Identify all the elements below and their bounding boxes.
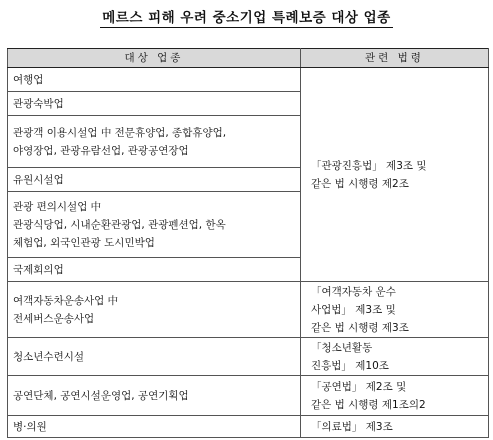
industry-cell bbox=[8, 258, 301, 282]
law-text: 「청소년활동 bbox=[311, 341, 373, 354]
industry-cell bbox=[8, 338, 301, 376]
industry-cell bbox=[8, 416, 301, 438]
header-industry: 대상 업종 bbox=[8, 49, 301, 68]
law-cell bbox=[301, 282, 489, 338]
law-text: 같은 법 시행령 제2조 bbox=[311, 177, 409, 190]
table-row bbox=[8, 376, 489, 416]
industry-text: 관광숙박업 bbox=[13, 97, 64, 110]
industry-text: 여행업 bbox=[13, 73, 44, 86]
industry-cell bbox=[8, 68, 301, 92]
law-cell bbox=[301, 338, 489, 376]
industry-text: 야영장업, 관광유람선업, 관광공연장업 bbox=[13, 144, 189, 157]
document-title-text: 메르스 피해 우려 중소기업 특례보증 대상 업종 bbox=[102, 10, 391, 26]
law-cell bbox=[301, 68, 489, 282]
industry-text: 국제회의업 bbox=[13, 263, 64, 276]
industry-cell bbox=[8, 116, 301, 168]
industry-text: 청소년수련시설 bbox=[13, 350, 85, 363]
law-text: 같은 법 시행령 제1조의2 bbox=[311, 398, 426, 411]
industry-cell bbox=[8, 282, 301, 338]
industry-cell bbox=[8, 376, 301, 416]
document-title bbox=[0, 6, 493, 26]
law-text: 「관광진흥법」 제3조 및 bbox=[311, 159, 427, 172]
industry-text: 관광객 이용시설업 中 전문휴양업, 종합휴양업, bbox=[13, 126, 227, 139]
industry-cell bbox=[8, 168, 301, 192]
industry-text: 공연단체, 공연시설운영업, 공연기획업 bbox=[13, 389, 189, 402]
law-text: 진흥법」 제10조 bbox=[311, 359, 389, 372]
industry-text: 전세버스운송사업 bbox=[13, 312, 95, 325]
table-row bbox=[8, 282, 489, 338]
table-row bbox=[8, 416, 489, 438]
industry-table bbox=[7, 48, 489, 438]
law-cell bbox=[301, 376, 489, 416]
header-law: 관련 법령 bbox=[301, 49, 489, 68]
industry-cell bbox=[8, 92, 301, 116]
table-row bbox=[8, 338, 489, 376]
industry-text: 체험업, 외국인관광 도시민박업 bbox=[13, 236, 155, 249]
law-text: 같은 법 시행령 제3조 bbox=[311, 321, 409, 334]
industry-text: 관광식당업, 시내순환관광업, 관광펜션업, 한옥 bbox=[13, 218, 226, 231]
table-row bbox=[8, 68, 489, 92]
law-text: 「의료법」 제3조 bbox=[311, 420, 393, 433]
law-text: 「여객자동차 운수 bbox=[311, 285, 396, 298]
table-header-row bbox=[8, 49, 489, 68]
law-text: 「공연법」 제2조 및 bbox=[311, 380, 407, 393]
industry-text: 병·의원 bbox=[13, 420, 47, 433]
industry-cell bbox=[8, 192, 301, 258]
industry-text: 관광 편의시설업 中 bbox=[13, 200, 102, 213]
law-cell bbox=[301, 416, 489, 438]
law-text: 사업법」 제3조 및 bbox=[311, 303, 396, 316]
industry-text: 유원시설업 bbox=[13, 173, 64, 186]
industry-text: 여객자동차운송사업 中 bbox=[13, 294, 119, 307]
